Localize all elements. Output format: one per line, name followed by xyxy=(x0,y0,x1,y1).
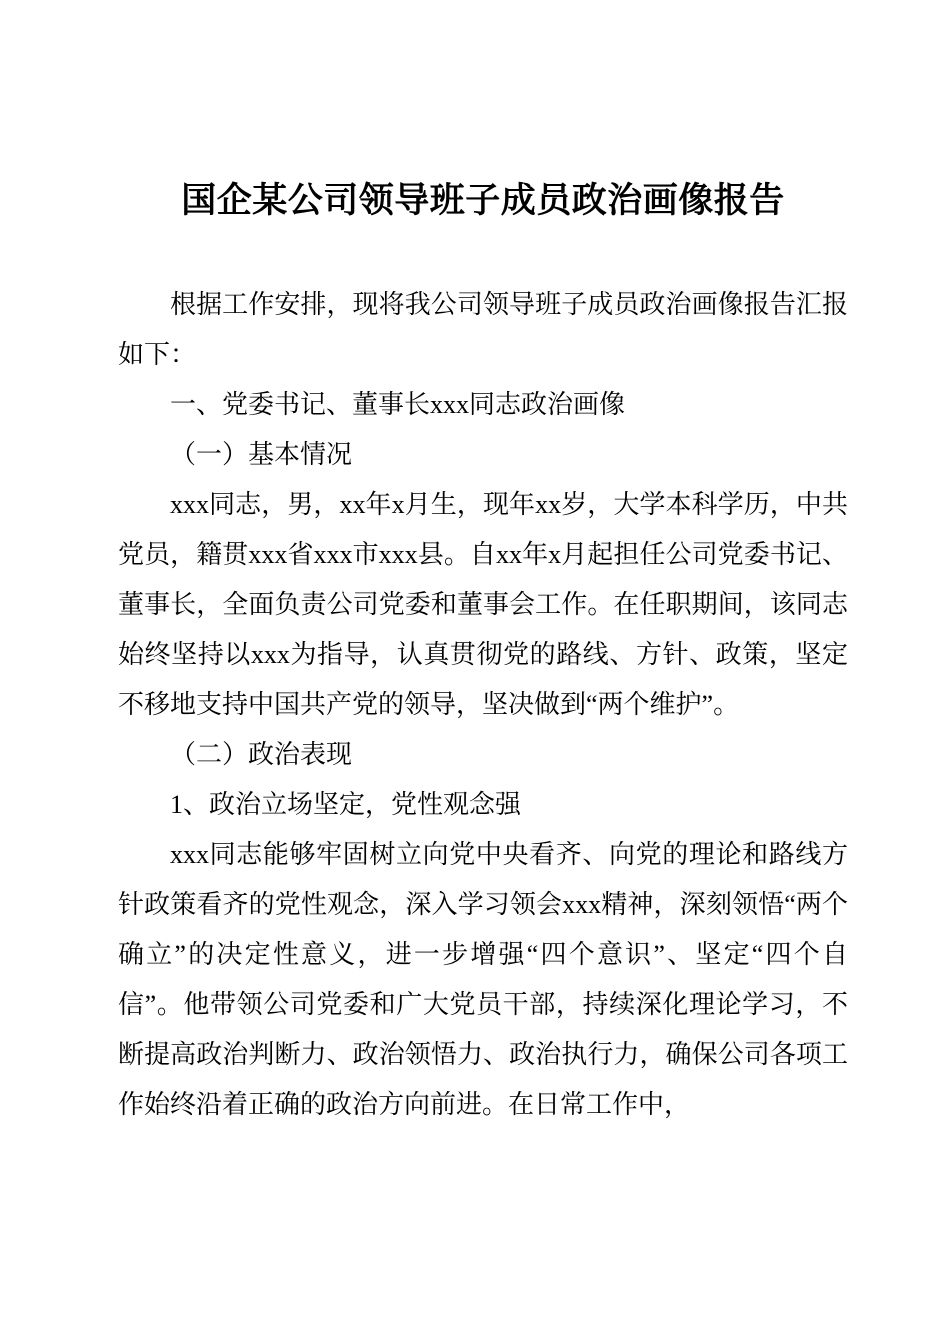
paragraph: xxx同志，男，xx年x月生，现年xx岁，大学本科学历，中共党员，籍贯xxx省xxx市xxx县。自xx年x月起担任公司党委书记、董事长，全面负责公司党委和董事会工作。在任职期间，该同志始终坚持以xxx为指导，认真贯彻党的路线、方针、政策，坚定不移地支持中国共产党的领导，坚决做到“两个维护”。 xyxy=(118,490,848,719)
heading-level-2: （一）基本情况 xyxy=(170,440,353,469)
heading-level-2: （二）政治表现 xyxy=(170,740,353,769)
paragraph: 根据工作安排，现将我公司领导班子成员政治画像报告汇报如下： xyxy=(118,290,848,369)
paragraph: xxx同志能够牢固树立向党中央看齐、向党的理论和路线方针政策看齐的党性观念，深入学习领会xxx精神，深刻领悟“两个确立”的决定性意义，进一步增强“四个意识”、坚定“四个自信”。他带领公司党委和广大党员干部，持续深化理论学习，不断提高政治判断力、政治领悟力、政治执行力，确保公司各项工作始终沿着正确的政治方向前进。在日常工作中， xyxy=(118,840,848,1119)
document-body xyxy=(118,280,848,1130)
heading-level-3: 1、政治立场坚定，党性观念强 xyxy=(170,790,522,819)
heading-level-1: 一、党委书记、董事长xxx同志政治画像 xyxy=(170,390,626,419)
document-title: 国企某公司领导班子成员政治画像报告 xyxy=(181,181,785,220)
